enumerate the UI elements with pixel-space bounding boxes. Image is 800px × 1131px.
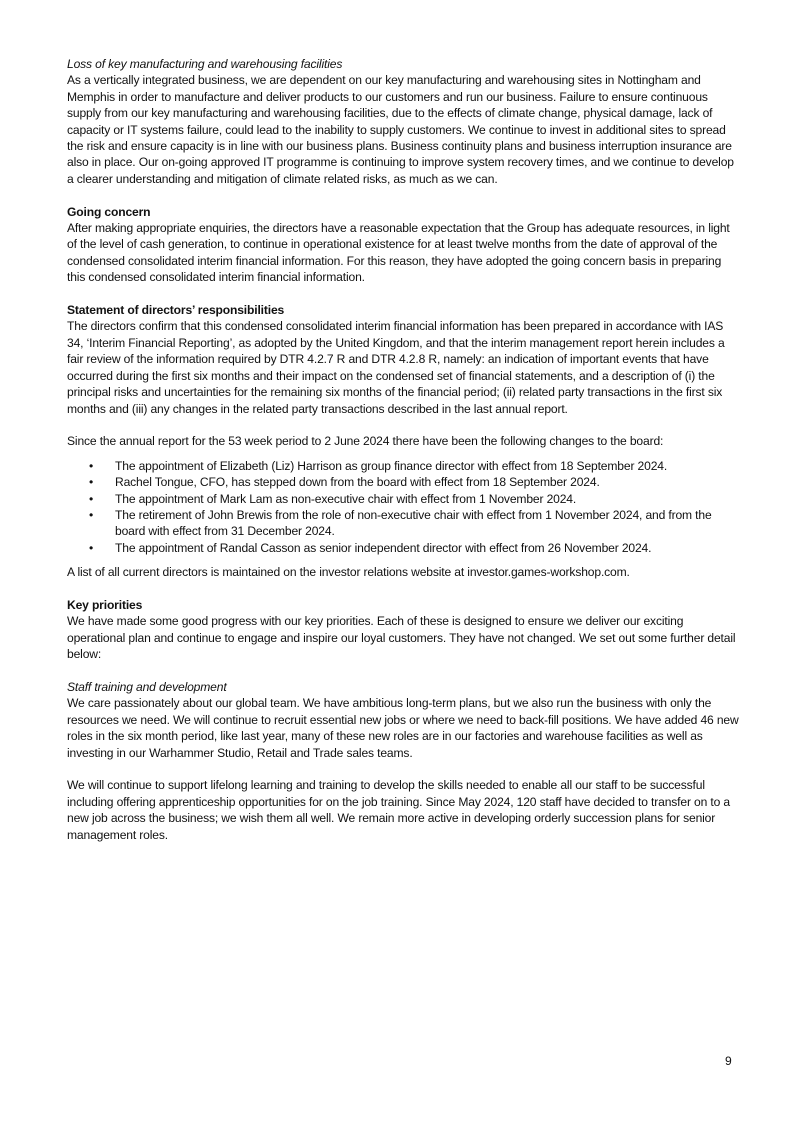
list-item — [67, 540, 739, 556]
bullet-icon: • — [89, 458, 94, 473]
list-item — [67, 491, 739, 507]
document-page — [67, 56, 739, 843]
section-body-staff-training: We care passionately about our global team. We have ambitious long-term plans, but we also run the business with only the resources we need. We will continue to recruit essential new jobs or where we need to back-fill positions. We have added 46 new roles in the six month period, like last year, many of these new roles are in our factories and warehouse facilities as well as investing in our Warhammer Studio, Retail and Trade sales teams. — [67, 696, 739, 760]
section-body-directors-responsibilities: The directors confirm that this condensed consolidated interim financial information has been prepared in accordance with IAS 34, ‘Interim Financial Reporting’, as adopted by the United Kingdom, and that the interim management report herein includes a fair review of the information required by DTR 4.2.7 R and DTR 4.2.8 R, namely: an indication of important events that have occurred during the first six months and their impact on the condensed set of financial statements, and a description of (i) the principal risks and uncertainties for the remaining six months of the financial period; (ii) related party transactions in the first six months and (iii) any changes in the related party transactions described in the last annual report. — [67, 319, 725, 416]
section-heading-staff-training: Staff training and development — [67, 679, 227, 694]
section-body-staff-training-2: We will continue to support lifelong learning and training to develop the skills needed to enable all our staff to be successful including offering apprenticeship opportunities for on the job training. Since May 2024, 120 staff have decided to transfer on to a new job across the business; we wish them all well. We remain more active in developing orderly succession plans for senior management roles. — [67, 778, 730, 842]
section-body-facilities: As a vertically integrated business, we are dependent on our key manufacturing and warehousing sites in Nottingham and Memphis in order to manufacture and deliver products to our customers and run our business. Failure to ensure continuous supply from our key manufacturing and warehousing facilities, due to the effects of climate change, physical damage, lack of capacity or IT systems failure, could lead to the inability to supply customers. We continue to invest in additional sites to spread the risk and ensure capacity is in line with our business plans. Business continuity plans and business interruption insurance are also in place. Our on-going approved IT programme is continuing to improve system recovery times, and we continue to develop a clearer understanding and mitigation of climate related risks, as much as we can. — [67, 73, 734, 186]
bullet-icon: • — [89, 540, 94, 555]
list-item-text: The retirement of John Brewis from the role of non-executive chair with effect from 1 November 2024, and from the board with effect from 31 December 2024. — [115, 507, 712, 539]
board-changes-list — [67, 458, 739, 556]
bullet-icon: • — [89, 475, 94, 490]
list-item — [67, 507, 739, 540]
section-heading-facilities: Loss of key manufacturing and warehousing facilities — [67, 57, 343, 71]
section-heading-going-concern: Going concern — [67, 204, 151, 219]
directors-list-note: A list of all current directors is maintained on the investor relations website at investor.games-workshop.com. — [67, 565, 630, 580]
bullet-icon: • — [89, 507, 94, 522]
list-item — [67, 458, 739, 474]
board-changes-intro: Since the annual report for the 53 week period to 2 June 2024 there have been the following changes to the board: — [67, 434, 664, 449]
section-heading-directors-responsibilities: Statement of directors’ responsibilities — [67, 303, 285, 318]
section-heading-key-priorities: Key priorities — [67, 597, 143, 612]
section-body-going-concern: After making appropriate enquiries, the directors have a reasonable expectation that the Group has adequate resources, in light of the level of cash generation, to continue in operational existence for at least twelve months from the date of approval of the condensed consolidated interim financial information. For this reason, they have adopted the going concern basis in preparing this condensed consolidated interim financial information. — [67, 221, 730, 285]
list-item-text: The appointment of Randal Casson as senior independent director with effect from 26 November 2024. — [115, 540, 652, 555]
list-item-text: Rachel Tongue, CFO, has stepped down from the board with effect from 18 September 2024. — [115, 475, 600, 490]
list-item — [67, 474, 739, 490]
bullet-icon: • — [89, 491, 94, 506]
section-body-key-priorities: We have made some good progress with our key priorities. Each of these is designed to ensure we deliver our exciting operational plan and continue to engage and inspire our loyal customers. They have not changed. We set out some further detail below: — [67, 614, 736, 662]
list-item-text: The appointment of Mark Lam as non-executive chair with effect from 1 November 2024. — [115, 491, 577, 506]
page-number: 9 — [725, 1054, 732, 1068]
list-item-text: The appointment of Elizabeth (Liz) Harrison as group finance director with effect from 18 September 2024. — [115, 458, 668, 473]
